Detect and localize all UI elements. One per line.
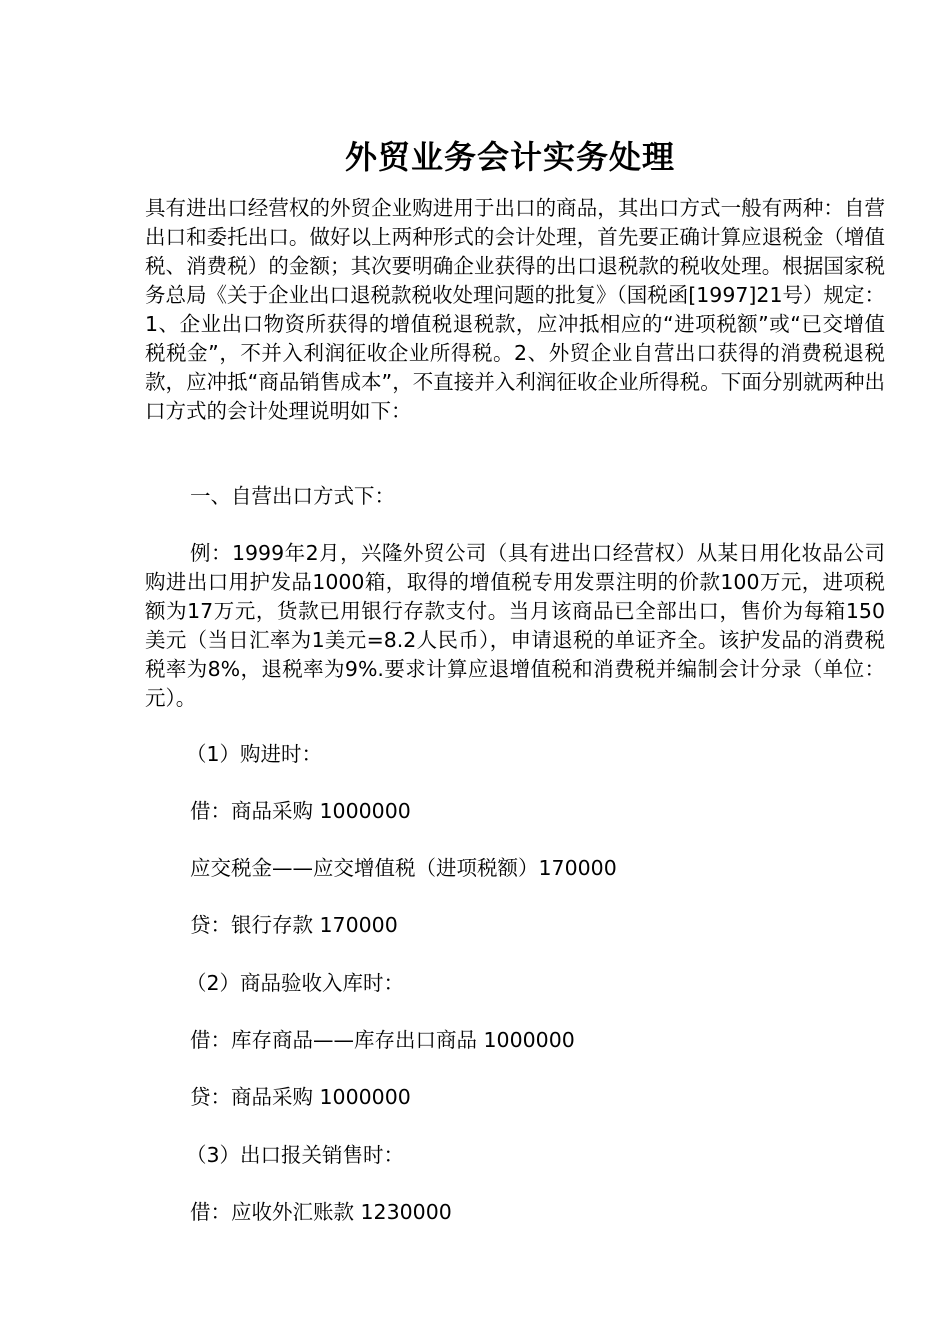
journal-entry-credit: 贷：商品采购 1000000 — [190, 1085, 411, 1109]
step-1-heading: （1）购进时： — [186, 742, 323, 766]
step-2-heading: （2）商品验收入库时： — [186, 971, 405, 995]
journal-entry-line: 应交税金——应交增值税（进项税额）170000 — [190, 856, 617, 880]
journal-entry-debit: 借：商品采购 1000000 — [190, 799, 411, 823]
journal-entry-debit: 借：应收外汇账款 1230000 — [190, 1200, 452, 1224]
intro-paragraph: 具有进出口经营权的外贸企业购进用于出口的商品，其出口方式一般有两种：自营出口和委托出口。做好以上两种形式的会计处理，首先要正确计算应退税金（增值税、消费税）的金额；其次要明确企业获得的出口退税款的税收处理。根据国家税务总局《关于企业出口退税款税收处理问题的批复》（国税函[1997]21号）规定：1、企业出口物资所获得的增值税退税款，应冲抵相应的“进项税额”或“已交增值税税金”，不并入利润征收企业所得税。2、外贸企业自营出口获得的消费税退税款，应冲抵“商品销售成本”，不直接并入利润征收企业所得税。下面分别就两种出口方式的会计处理说明如下： — [145, 196, 885, 423]
journal-entry-credit: 贷：银行存款 170000 — [190, 913, 398, 937]
journal-entry-debit: 借：库存商品——库存出口商品 1000000 — [190, 1028, 575, 1052]
example-paragraph: 例：1999年2月，兴隆外贸公司（具有进出口经营权）从某日用化妆品公司购进出口用护发品1000箱，取得的增值税专用发票注明的价款100万元，进项税额为17万元，货款已用银行存款支付。当月该商品已全部出口，售价为每箱150美元（当日汇率为1美元=8.2人民币），申请退税的单证齐全。该护发品的消费税税率为8%，退税率为9%.要求计算应退增值税和消费税并编制会计分录（单位：元）。 — [145, 541, 885, 710]
section-heading: 一、自营出口方式下： — [190, 484, 395, 508]
page-title: 外贸业务会计实务处理 — [344, 138, 675, 177]
step-3-heading: （3）出口报关销售时： — [186, 1143, 405, 1167]
